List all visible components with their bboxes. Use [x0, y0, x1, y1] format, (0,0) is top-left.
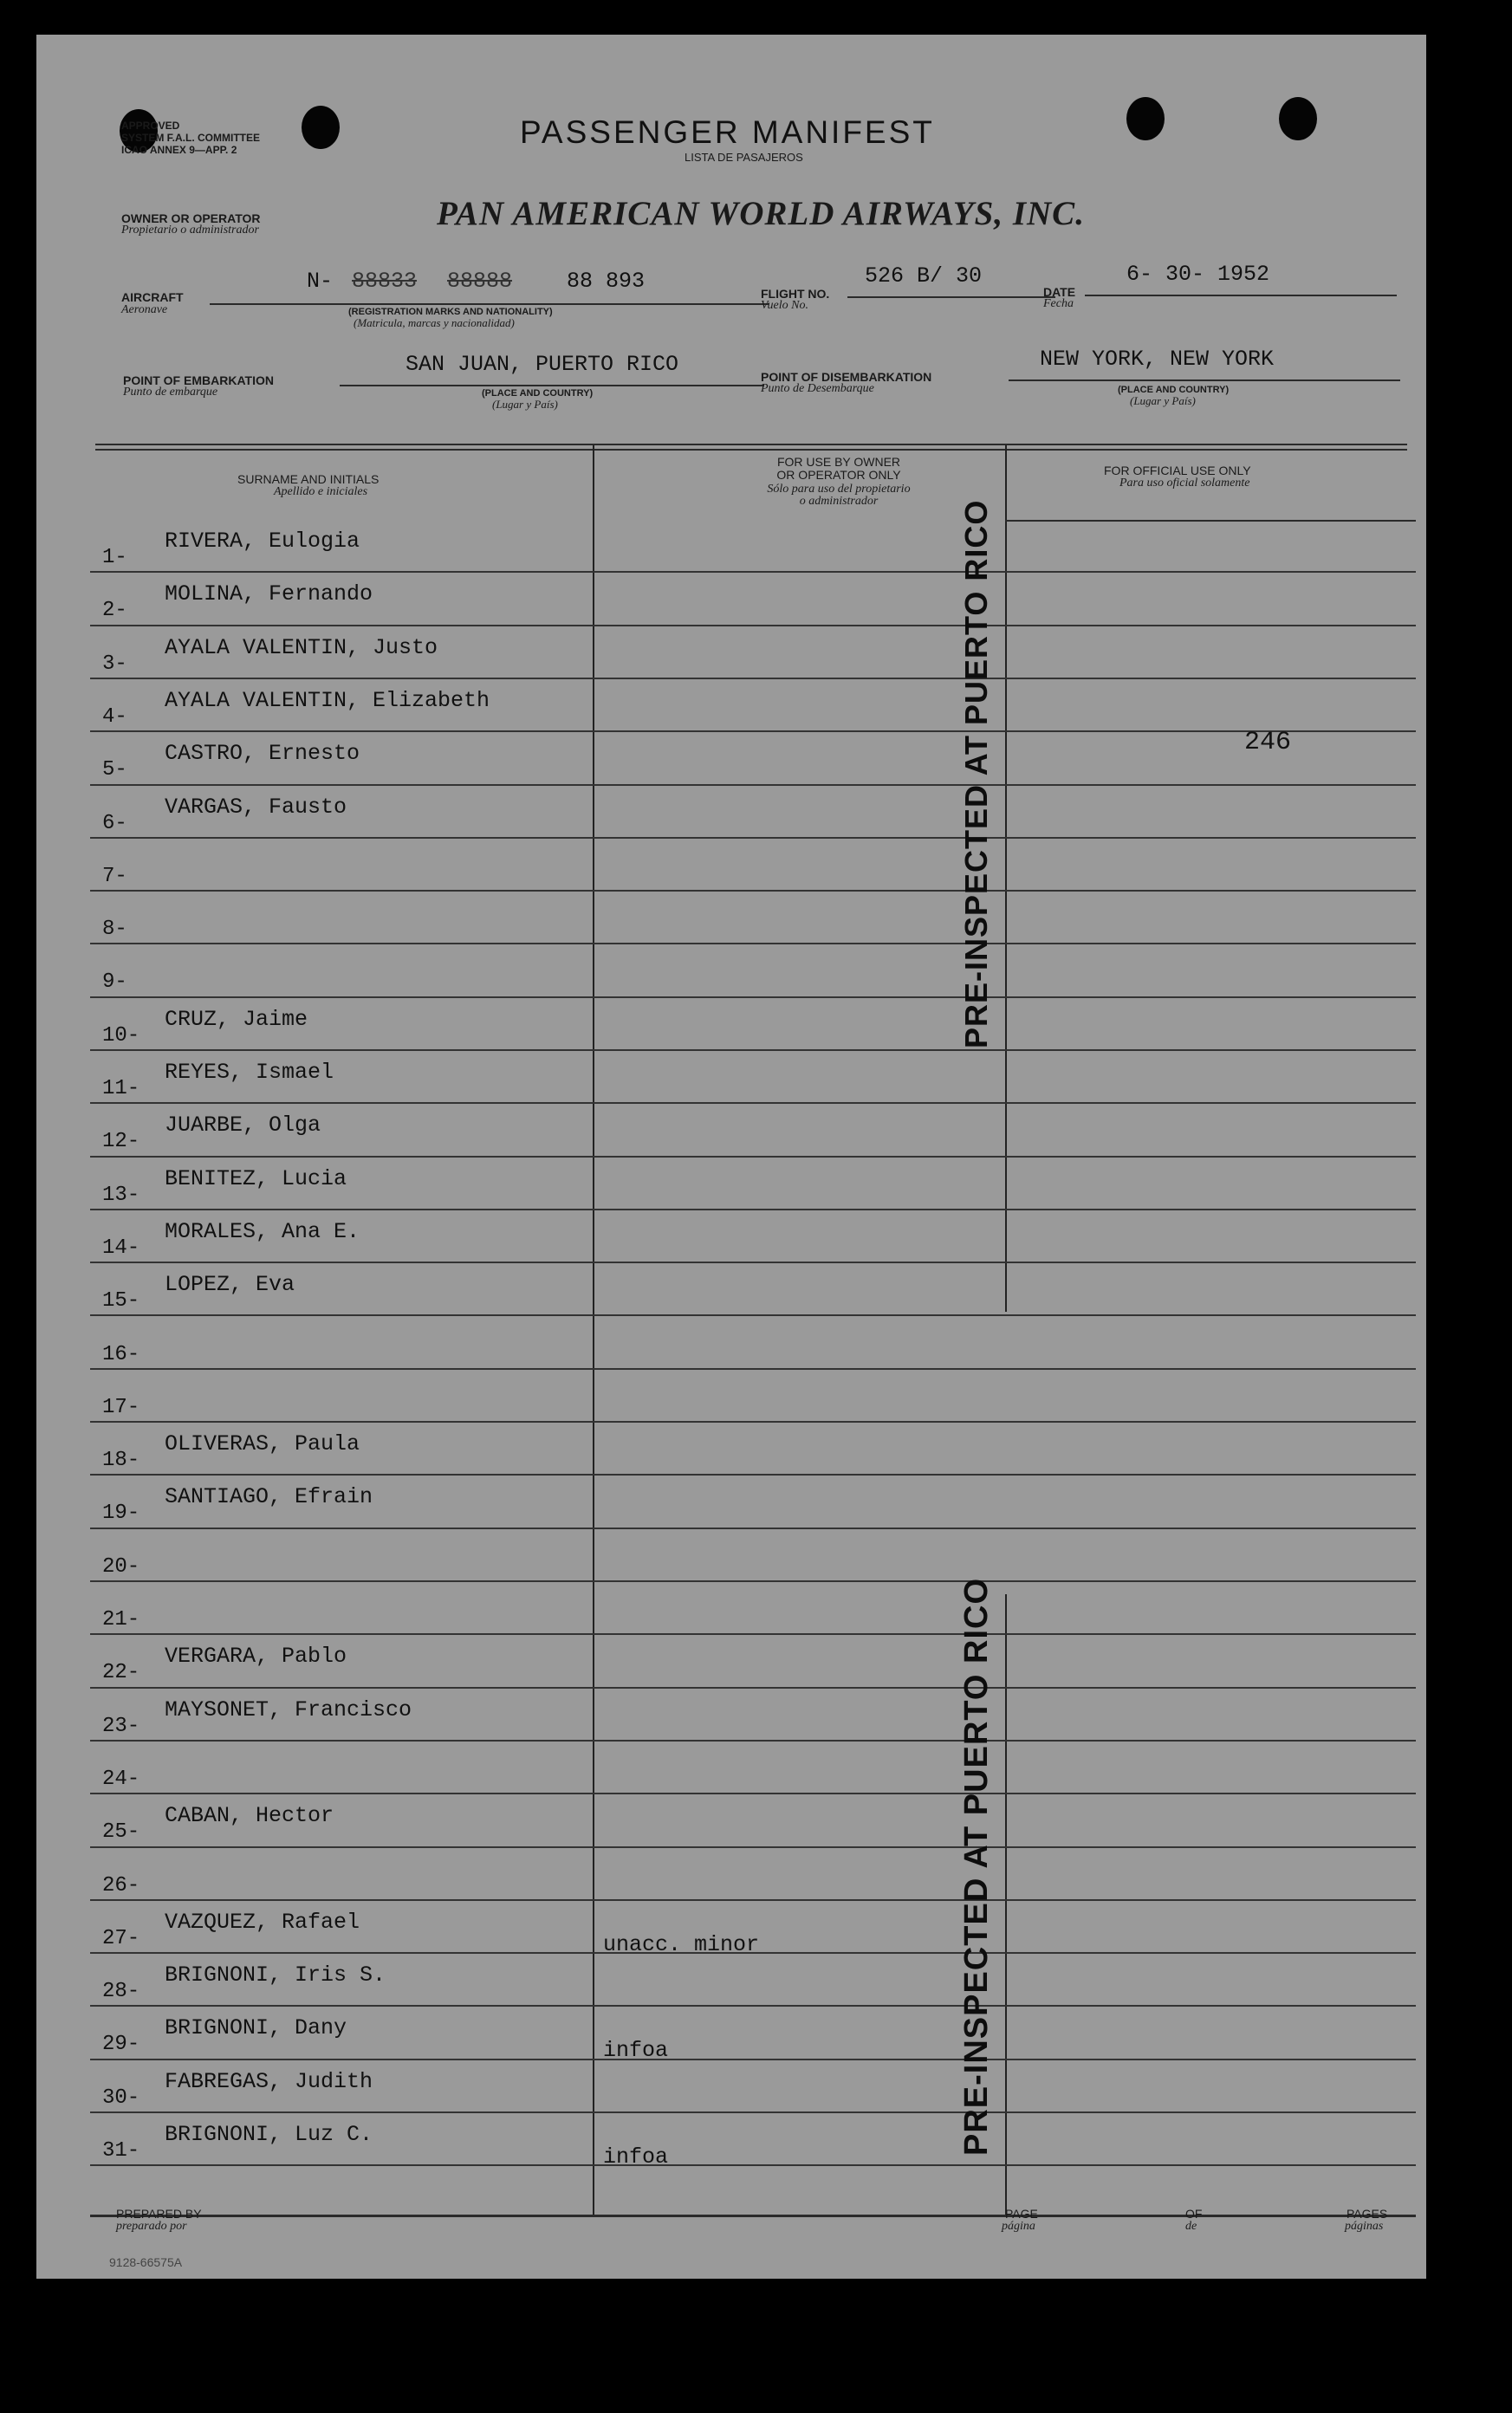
row-number: 7-	[102, 865, 127, 888]
row-rule	[90, 1793, 1416, 1794]
passenger-name: VAZQUEZ, Rafael	[165, 1910, 360, 1935]
row-number: 4-	[102, 705, 127, 729]
passenger-name: REYES, Ismael	[165, 1060, 334, 1085]
disembarkation-value: NEW YORK, NEW YORK	[1040, 347, 1275, 372]
row-number: 22-	[102, 1661, 140, 1684]
row-rule	[90, 1156, 1416, 1158]
embarkation-caption: (PLACE AND COUNTRY)	[482, 388, 594, 399]
row-rule	[90, 943, 1416, 944]
row-number: 8-	[102, 918, 127, 941]
passenger-name: BRIGNONI, Luz C.	[165, 2122, 373, 2147]
column-header-owner: FOR USE BY OWNER OR OPERATOR ONLY	[776, 455, 901, 482]
page-label-es: página	[1002, 2220, 1035, 2233]
row-number: 12-	[102, 1130, 140, 1153]
owner-note: infoa	[603, 2144, 669, 2170]
aircraft-struck: 88888	[447, 269, 513, 294]
passenger-name: BRIGNONI, Dany	[165, 2015, 347, 2040]
pre-inspected-stamp: PRE-INSPECTED AT PUERTO RICO	[958, 1577, 995, 2156]
disembarkation-label-es: Punto de Desembarque	[761, 382, 874, 395]
passenger-name: SANTIAGO, Efrain	[165, 1484, 373, 1509]
row-number: 11-	[102, 1077, 140, 1100]
row-number: 29-	[102, 2033, 140, 2056]
embarkation-value: SAN JUAN, PUERTO RICO	[406, 352, 679, 377]
row-rule	[90, 1102, 1416, 1104]
embarkation-caption-es: (Lugar y País)	[492, 398, 558, 411]
disembarkation-caption-es: (Lugar y País)	[1130, 394, 1196, 407]
of-label: OF	[1185, 2207, 1203, 2221]
owner-note: infoa	[603, 2038, 669, 2063]
row-rule	[90, 1846, 1416, 1848]
row-number: 16-	[102, 1343, 140, 1366]
row-rule	[90, 2005, 1416, 2007]
row-number: 28-	[102, 1980, 140, 2003]
pages-label-es: páginas	[1345, 2220, 1384, 2233]
pages-label: PAGES	[1347, 2207, 1388, 2221]
row-number: 2-	[102, 599, 127, 622]
row-number: 1-	[102, 546, 127, 569]
flight-label: FLIGHT NO.	[761, 287, 830, 301]
page-label: PAGE	[1005, 2207, 1038, 2221]
owner-label-es: Propietario o administrador	[121, 224, 259, 237]
column-header-owner-es: Sólo para uso del propietario o administrador	[767, 483, 911, 508]
aircraft-label: AIRCRAFT	[121, 290, 184, 304]
row-number: 10-	[102, 1024, 140, 1048]
owner-note: unacc. minor	[603, 1932, 760, 1957]
flight-value: 526 B/ 30	[865, 263, 983, 289]
column-header-official-es: Para uso oficial solamente	[1119, 477, 1250, 490]
passenger-name: OLIVERAS, Paula	[165, 1431, 360, 1456]
manifest-sheet	[36, 35, 1426, 2279]
passenger-name: AYALA VALENTIN, Justo	[165, 635, 438, 660]
row-number: 19-	[102, 1502, 140, 1525]
row-rule	[90, 1580, 1416, 1582]
row-number: 9-	[102, 970, 127, 994]
row-rule	[90, 996, 1416, 998]
aircraft-caption-es: (Matricula, marcas y nacionalidad)	[354, 316, 515, 329]
passenger-name: CRUZ, Jaime	[165, 1007, 308, 1032]
row-rule	[90, 1049, 1416, 1051]
date-value: 6- 30- 1952	[1126, 262, 1270, 287]
row-rule	[90, 1209, 1416, 1210]
approval-line: ICAO ANNEX 9—APP. 2	[121, 144, 237, 156]
row-rule	[90, 1899, 1416, 1901]
of-label-es: de	[1185, 2220, 1197, 2233]
row-number: 23-	[102, 1715, 140, 1738]
row-rule	[90, 1421, 1416, 1423]
punch-hole	[1126, 97, 1165, 140]
aircraft-prefix: N-	[307, 269, 334, 294]
column-header-surname-es: Apellido e iniciales	[274, 485, 368, 498]
row-number: 31-	[102, 2139, 140, 2163]
approval-block	[121, 120, 260, 156]
prepared-by-label-es: preparado por	[116, 2220, 187, 2233]
embarkation-label: POINT OF EMBARKATION	[123, 373, 274, 387]
row-number: 30-	[102, 2086, 140, 2110]
official-number: 246	[1244, 728, 1292, 757]
column-header-surname: SURNAME AND INITIALS	[237, 472, 380, 486]
row-rule	[90, 2059, 1416, 2060]
row-number: 15-	[102, 1289, 140, 1313]
row-number: 20-	[102, 1555, 140, 1579]
passenger-name: AYALA VALENTIN, Elizabeth	[165, 688, 490, 713]
passenger-name: MAYSONET, Francisco	[165, 1697, 412, 1722]
passenger-name: CASTRO, Ernesto	[165, 741, 360, 766]
row-rule	[90, 1262, 1416, 1263]
row-rule	[90, 784, 1416, 786]
embarkation-label-es: Punto de embarque	[123, 386, 218, 399]
page-subtitle: LISTA DE PASAJEROS	[685, 151, 803, 164]
row-rule	[90, 730, 1416, 732]
date-label: DATE	[1043, 285, 1076, 299]
punch-hole	[302, 106, 340, 149]
passenger-name: MOLINA, Fernando	[165, 581, 373, 606]
aircraft-value: 88 893	[567, 269, 646, 294]
passenger-name: CABAN, Hector	[165, 1803, 334, 1828]
row-rule	[90, 1528, 1416, 1529]
form-number: 9128-66575A	[109, 2255, 183, 2269]
passenger-name: JUARBE, Olga	[165, 1112, 321, 1138]
column-divider	[1005, 445, 1007, 1312]
row-rule	[90, 1633, 1416, 1635]
disembarkation-caption: (PLACE AND COUNTRY)	[1118, 385, 1230, 395]
row-number: 17-	[102, 1396, 140, 1419]
row-rule	[90, 2164, 1416, 2166]
passenger-name: MORALES, Ana E.	[165, 1219, 360, 1244]
aircraft-label-es: Aeronave	[121, 303, 168, 316]
row-number: 18-	[102, 1449, 140, 1472]
passenger-name: VERGARA, Pablo	[165, 1644, 347, 1669]
punch-hole	[1279, 97, 1317, 140]
prepared-by-label: PREPARED BY	[116, 2207, 202, 2221]
row-rule	[90, 571, 1416, 573]
approval-line: SYSTEM F.A.L. COMMITTEE	[121, 132, 261, 144]
row-number: 14-	[102, 1236, 140, 1260]
page-title: PASSENGER MANIFEST	[520, 114, 935, 150]
row-rule	[90, 678, 1416, 679]
row-number: 26-	[102, 1874, 140, 1897]
row-number: 6-	[102, 812, 127, 835]
passenger-name: RIVERA, Eulogia	[165, 529, 360, 554]
date-label-es: Fecha	[1043, 297, 1074, 310]
approval-line: APPROVED	[121, 120, 180, 132]
row-rule	[90, 2111, 1416, 2113]
column-header-official: FOR OFFICIAL USE ONLY	[1104, 464, 1251, 477]
row-number: 3-	[102, 652, 127, 676]
passenger-name: VARGAS, Fausto	[165, 795, 347, 820]
row-rule	[90, 837, 1416, 839]
row-number: 13-	[102, 1184, 140, 1207]
row-number: 21-	[102, 1608, 140, 1631]
passenger-name: BENITEZ, Lucia	[165, 1166, 347, 1191]
row-rule	[90, 1687, 1416, 1689]
passenger-name: BRIGNONI, Iris S.	[165, 1962, 386, 1988]
row-number: 5-	[102, 758, 127, 782]
row-rule	[90, 1474, 1416, 1476]
passenger-name: LOPEZ, Eva	[165, 1272, 295, 1297]
row-rule	[90, 1314, 1416, 1316]
row-number: 25-	[102, 1820, 140, 1844]
row-number: 24-	[102, 1768, 140, 1791]
disembarkation-label: POINT OF DISEMBARKATION	[761, 370, 932, 384]
column-divider	[593, 445, 594, 2215]
row-rule	[90, 625, 1416, 626]
row-rule	[90, 1740, 1416, 1742]
row-number: 27-	[102, 1927, 140, 1950]
flight-label-es: Vuelo No.	[761, 299, 808, 312]
passenger-name: FABREGAS, Judith	[165, 2069, 373, 2094]
pre-inspected-stamp: PRE-INSPECTED AT PUERTO RICO	[958, 499, 994, 1048]
owner-label: OWNER OR OPERATOR	[121, 211, 261, 225]
aircraft-struck: 88833	[352, 269, 418, 294]
owner-value: PAN AMERICAN WORLD AIRWAYS, INC.	[437, 195, 1085, 232]
aircraft-caption: (REGISTRATION MARKS AND NATIONALITY)	[348, 307, 553, 317]
row-rule	[90, 1368, 1416, 1370]
row-rule	[90, 890, 1416, 892]
